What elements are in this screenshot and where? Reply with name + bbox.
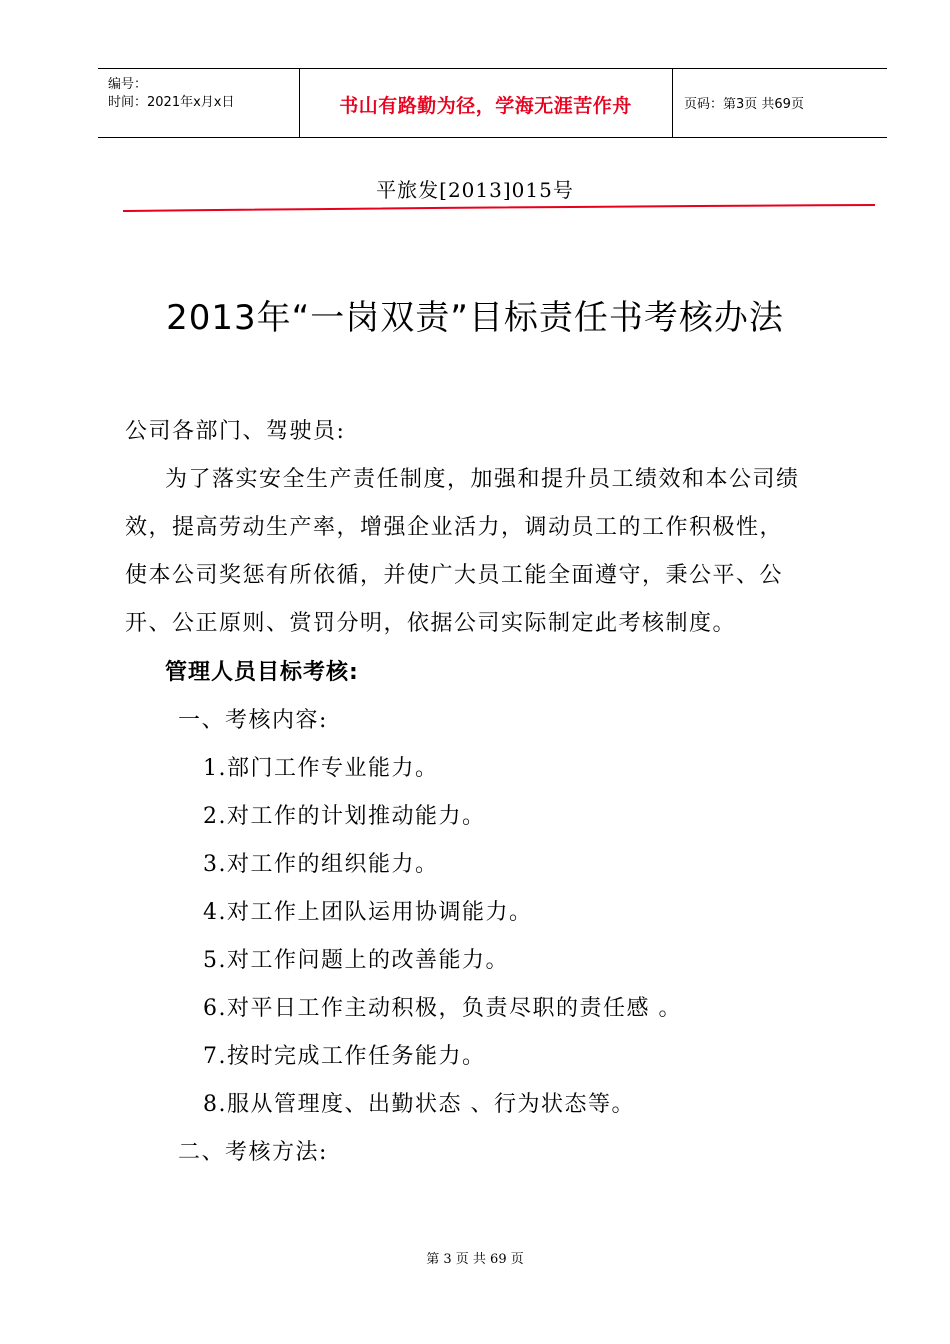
subsection-heading: 一、考核内容: (178, 708, 328, 733)
list-item: 5.对工作问题上的改善能力。 (203, 948, 509, 973)
intro-line: 为了落实安全生产责任制度，加强和提升员工绩效和本公司绩 (165, 467, 800, 492)
salutation: 公司各部门、驾驶员: (125, 419, 346, 444)
list-item: 6.对平日工作主动积极，负责尽职的责任感 。 (203, 996, 682, 1021)
list-item: 1.部门工作专业能力。 (203, 756, 439, 781)
list-item: 8.服从管理度、出勤状态 、行为状态等。 (203, 1092, 635, 1117)
intro-line: 使本公司奖惩有所依循，并使广大员工能全面遵守，秉公平、公 (125, 563, 784, 588)
red-divider (123, 204, 875, 212)
page-footer: 第 3 页 共 69 页 (426, 1252, 524, 1267)
intro-line: 效，提高劳动生产率，增强企业活力，调动员工的工作积极性， (125, 515, 784, 540)
number-label: 编号： (108, 77, 148, 92)
list-item: 7.按时完成工作任务能力。 (203, 1044, 486, 1069)
section-heading: 管理人员目标考核: (165, 660, 359, 685)
page-label: 页码：第3页 共69页 (684, 97, 804, 112)
list-item: 2.对工作的计划推动能力。 (203, 804, 486, 829)
intro-line: 开、公正原则、赏罚分明，依据公司实际制定此考核制度。 (125, 611, 737, 636)
header-table (98, 68, 887, 138)
document-title: 2013年“一岗双责”目标责任书考核办法 (166, 298, 784, 338)
subsection-heading: 二、考核方法: (178, 1140, 328, 1165)
document-number: 平旅发[2013]015号 (376, 178, 574, 202)
header-meta-cell (98, 69, 300, 137)
motto-text: 书山有路勤为径，学海无涯苦作舟 (339, 95, 632, 117)
list-item: 3.对工作的组织能力。 (203, 852, 439, 877)
time-label: 时间：2021年x月x日 (108, 95, 235, 110)
header-motto-cell (299, 69, 673, 137)
list-item: 4.对工作上团队运用协调能力。 (203, 900, 533, 925)
